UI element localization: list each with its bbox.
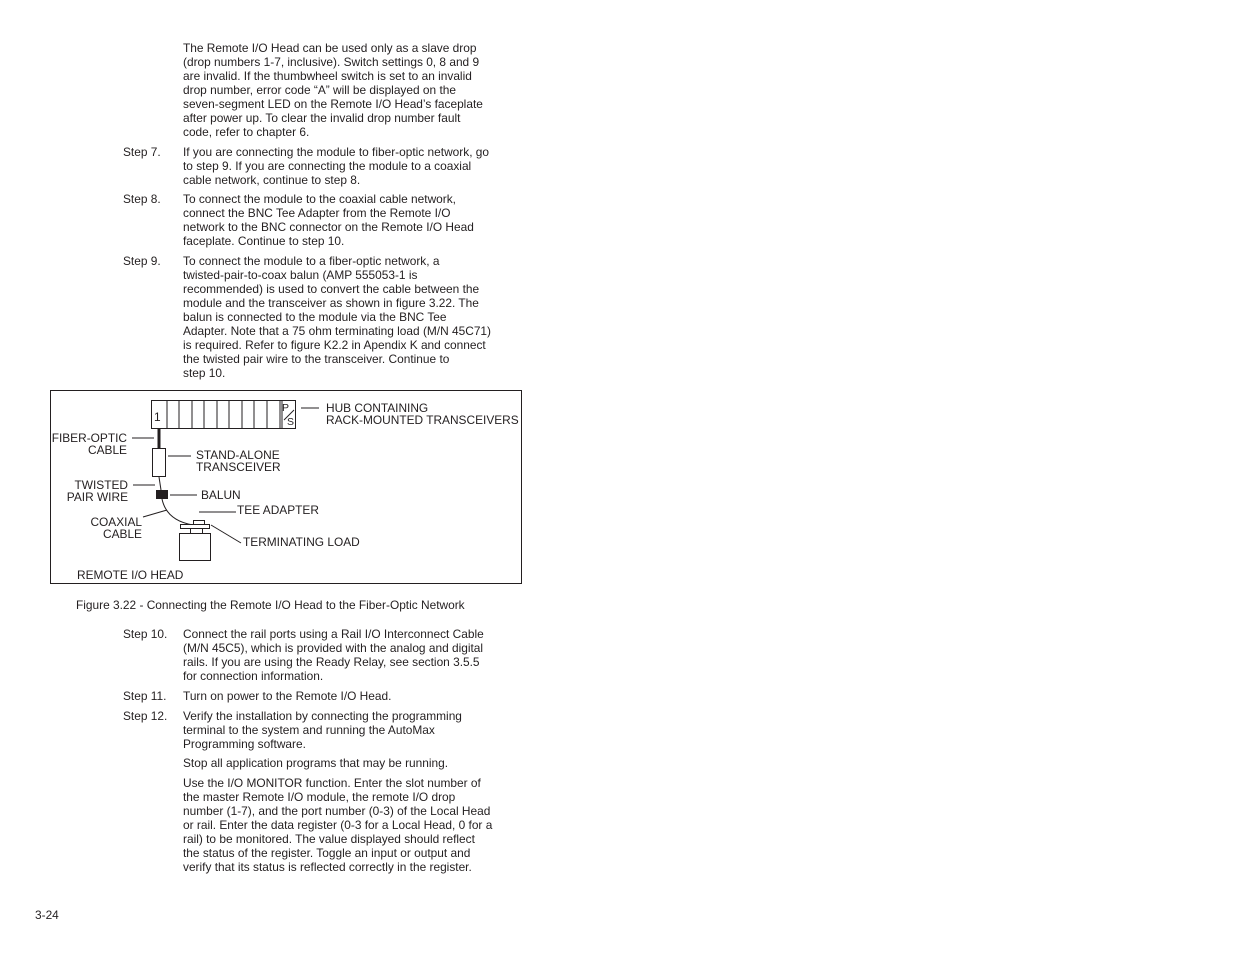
coaxial-label-line: CABLE [103,527,142,541]
text-line: Adapter. Note that a 75 ohm terminating load (M/N 45C71) [183,324,492,338]
step-text [183,709,513,751]
coaxial-cable [162,499,193,525]
step-text [183,254,513,380]
tee-adapter-label: TEE ADAPTER [237,503,319,517]
step-label: Step 8. [123,192,161,206]
text-line: code, refer to chapter 6. [183,125,310,139]
standalone-transceiver-label [196,449,281,473]
step-text [183,192,513,248]
text-line: seven-segment LED on the Remote I/O Head’s faceplate [183,97,483,111]
standalone-label-line: STAND-ALONE [196,448,280,462]
text-line: verify that its status is reflected correctly in the register. [183,860,472,874]
balun [156,490,168,499]
text-line: Programming software. [183,737,306,751]
rack-slot-label: 1 [154,410,161,424]
twisted-pair-wire [159,477,161,490]
twisted-pair-label-line: TWISTED [74,478,128,492]
step-label: Step 12. [123,709,168,723]
text-line: Stop all application programs that may be running. [183,756,449,770]
text-line: drop number, error code “A” will be displayed on the [183,83,456,97]
standalone-label-line: TRANSCEIVER [196,460,281,474]
fiber-optic-label [52,432,127,456]
hub-label-line: HUB CONTAINING [326,401,429,415]
text-line: step 10. [183,366,226,380]
coaxial-label-line: COAXIAL [90,515,142,529]
step-label: Step 9. [123,254,161,268]
step-label: Step 7. [123,145,161,159]
step-label: Step 10. [123,627,168,641]
text-line: faceplate. Continue to step 10. [183,234,345,248]
text-line: are invalid. If the thumbwheel switch is set to an invalid [183,69,472,83]
hub-rack [152,401,296,429]
remote-io-head-box [180,534,211,561]
text-line: cable network, continue to step 8. [183,173,361,187]
balun-label: BALUN [201,488,241,502]
hub-label-line: RACK-MOUNTED TRANSCEIVERS [326,413,519,427]
coaxial-cable-label [90,516,142,540]
text-line: To connect the module to a fiber-optic network, a [183,254,440,268]
text-line: (M/N 45C5), which is provided with the analog and digital [183,641,484,655]
remote-io-head-label: REMOTE I/O HEAD [77,568,184,582]
text-line: to step 9. If you are connecting the module to a coaxial [183,159,472,173]
text-line: for connection information. [183,669,324,683]
text-line: the twisted pair wire to the transceiver. Continue to [183,352,450,366]
text-line: recommended) is used to convert the cable between the [183,282,480,296]
text-line: The Remote I/O Head can be used only as a slave drop [183,41,477,55]
text-line: rails. If you are using the Ready Relay, see section 3.5.5 [183,655,480,669]
text-line: twisted-pair-to-coax balun (AMP 555053-1 is [183,268,418,282]
text-line: is required. Refer to figure K2.2 in Apendix K and connect [183,338,486,352]
terminating-load-label: TERMINATING LOAD [243,535,360,549]
text-line: or rail. Enter the data register (0-3 for a Local Head, 0 for a [183,818,493,832]
text-line: (drop numbers 1-7, inclusive). Switch settings 0, 8 and 9 [183,55,480,69]
text-line: To connect the module to the coaxial cable network, [183,192,456,206]
text-line: Connect the rail ports using a Rail I/O Interconnect Cable [183,627,484,641]
tee-adapter [181,521,210,534]
text-line: the master Remote I/O module, the remote I/O drop [183,790,456,804]
ps-label-top: P [282,402,290,414]
step-text [183,627,513,683]
step-label: Step 11. [123,689,167,703]
hub-label [326,402,519,426]
text-line: module and the transceiver as shown in figure 3.22. The [183,296,479,310]
text-line: network to the BNC connector on the Remote I/O Head [183,220,474,234]
twisted-pair-label-line: PAIR WIRE [66,490,128,504]
figure-caption: Figure 3.22 - Connecting the Remote I/O Head to the Fiber-Optic Network [76,598,465,612]
ps-label-bottom: S [287,416,295,428]
text-line: the status of the register. Toggle an input or output and [183,846,471,860]
text-line: after power up. To clear the invalid drop number fault [183,111,461,125]
text-line: number (1-7), and the port number (0-3) of the Local Head [183,804,491,818]
text-line: Use the I/O MONITOR function. Enter the slot number of [183,776,481,790]
text-line: balun is connected to the module via the BNC Tee [183,310,447,324]
standalone-transceiver [153,449,166,477]
fiber-optic-label-line: FIBER-OPTIC [51,431,127,445]
twisted-pair-label [67,479,128,503]
step-text [183,689,513,703]
fiber-optic-label-line: CABLE [88,443,127,457]
text-line: Verify the installation by connecting the programming [183,709,462,723]
text-line: connect the BNC Tee Adapter from the Remote I/O [183,206,451,220]
figure-3-22 [50,390,522,584]
text-line: Turn on power to the Remote I/O Head. [183,689,392,703]
intro-paragraph [183,41,513,139]
step-12-stop-paragraph [183,756,513,770]
text-line: If you are connecting the module to fiber-optic network, go [183,145,490,159]
text-line: rail) to be monitored. The value displayed should reflect [183,832,475,846]
step-text [183,145,513,187]
step-12-monitor-paragraph [183,776,513,874]
text-line: terminal to the system and running the AutoMax [183,723,435,737]
page-number: 3-24 [35,908,59,922]
